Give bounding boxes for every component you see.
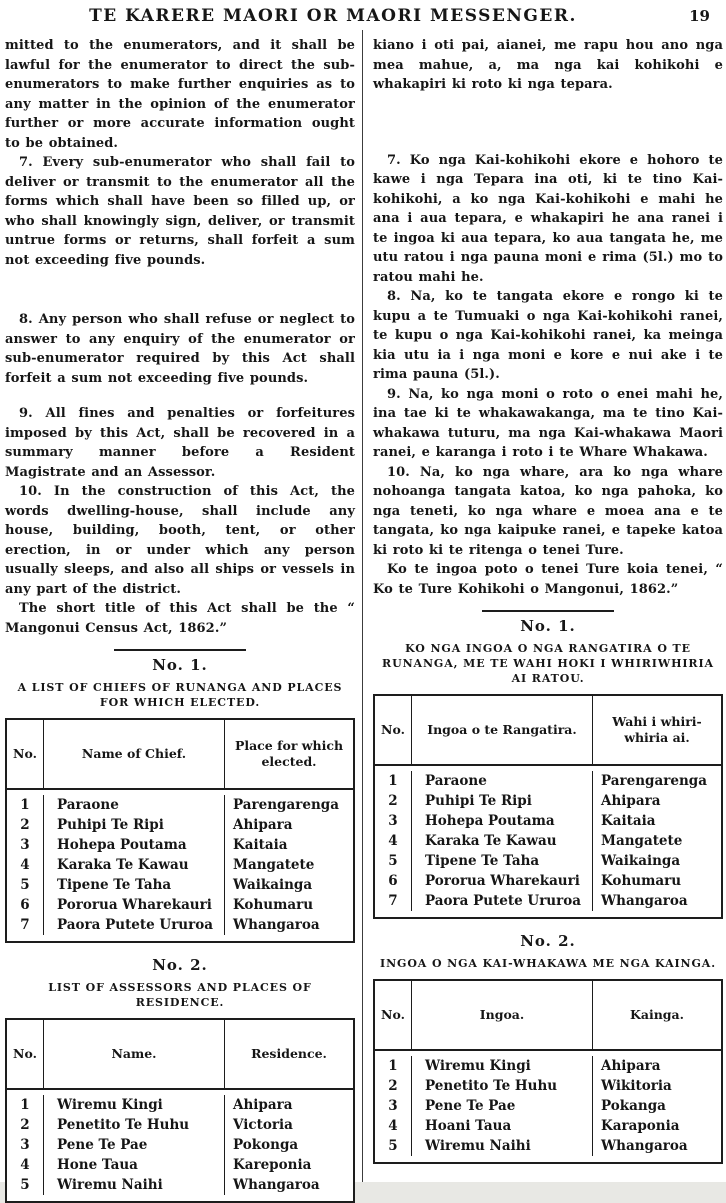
row-kainga: Ahipara [601,1058,661,1074]
row-kainga: Karaponia [601,1118,680,1134]
table-row [7,1155,353,1175]
table-row [7,915,353,935]
row-name: Paora Putete Ururoa [412,891,593,911]
row-number: 6 [375,871,412,891]
row-number: 7 [7,915,44,935]
row-number: 4 [7,855,44,875]
row-place: Whangaroa [233,917,320,933]
table-row [375,771,721,791]
assessors-table-caption: LIST OF ASSESSORS AND PLACES OF RESIDENCE. [48,981,312,1009]
rangatira-table [373,694,723,919]
header-no: No. [7,1020,44,1088]
table-row [375,1096,721,1116]
paragraph-short-title: The short title of this Act shall be the “ Mangonui Census Act, 1862.” [5,601,355,636]
table-row [7,875,353,895]
row-place: Ahipara [601,793,661,809]
table-row [7,1115,353,1135]
table-row [7,1175,353,1195]
table-body [375,1051,721,1162]
table-header-row [375,696,721,766]
row-number: 6 [7,895,44,915]
row-number: 1 [375,1056,412,1076]
row-name: Wiremu Naihi [412,1136,593,1156]
row-name: Penetito Te Huhu [412,1076,593,1096]
row-residence: Ahipara [233,1097,293,1113]
maori-column [373,36,723,1164]
table-header-row [375,981,721,1051]
table-row [7,1135,353,1155]
paragraph-clause-9: 9. Na, ko nga moni o roto o enei mahi he, ina tae ki te whakawakanga, ma te tino Kai-whakawa tuturu, ma nga Kai-whakawa Maori ranei, e karanga i roto i te Whare Whakawa. [373,386,723,460]
row-place: Parengarenga [601,773,707,789]
row-name: Paraone [412,771,593,791]
table-row [375,1076,721,1096]
table-row [7,855,353,875]
row-name: Puhipi Te Ripi [44,815,225,835]
row-number: 2 [375,791,412,811]
paragraph-clause-8: 8. Any person who shall refuse or neglect to answer to any enquiry of the enumerator or sub-enumerator required by this Act shall forfeit a sum not exceeding five pounds. [5,312,355,386]
section-number-heading: No. 1. [152,656,208,674]
table-row [375,791,721,811]
row-place: Whangaroa [601,893,688,909]
paragraph-short-title: Ko te ingoa poto o tenei Ture koia tenei, “ Ko te Ture Kohikohi o Mangonui, 1862.” [373,562,723,597]
section-separator-rule [114,649,246,651]
row-place: Waikainga [233,877,313,893]
row-place: Ahipara [233,817,293,833]
row-name: Tipene Te Taha [412,851,593,871]
row-place: Waikainga [601,853,681,869]
row-number: 3 [7,1135,44,1155]
page-number: 19 [689,7,710,25]
table-body [7,790,353,941]
row-name: Paraone [44,795,225,815]
row-residence: Whangaroa [233,1177,320,1193]
section-number-heading: No. 2. [520,932,576,950]
header-place: Place for which elected. [234,738,344,769]
row-number: 2 [7,1115,44,1135]
row-place: Mangatete [601,833,683,849]
row-kainga: Pokanga [601,1098,666,1114]
row-number: 1 [7,795,44,815]
table-row [375,1116,721,1136]
kaiwhakawa-table [373,979,723,1164]
kaiwhakawa-table-caption: INGOA O NGA KAI-WHAKAWA ME NGA KAINGA. [380,957,716,970]
newspaper-title: TE KARERE MAORI OR MAORI MESSENGER. [89,6,577,26]
paragraph-continuation: mitted to the enumerators, and it shall be lawful for the enumerator to direct the sub-enumerators to make further enquiries as to any matter in the opinion of the enumerator further or more accurate information ought to be obtained. [5,38,355,151]
row-name: Hohepa Poutama [44,835,225,855]
paragraph-clause-7: 7. Ko nga Kai-kohikohi ekore e hohoro te kawe i nga Tepara ina oti, ki te tino Kai-kohikohi, a ko nga Kai-kohikohi e mahi he ana i aua tepara, e whakapiri he ana ranei i te ingoa ki aua tepara, ko aua tangata he, me utu ratou i nga pauna moni e rima (5l.) mo to ratou mahi he. [373,152,723,285]
row-name: Penetito Te Huhu [44,1115,225,1135]
row-name: Karaka Te Kawau [412,831,593,851]
table-row [375,871,721,891]
row-place: Kohumaru [233,897,314,913]
row-number: 5 [7,875,44,895]
header-name: Name. [44,1020,225,1088]
row-place: Parengarenga [233,797,339,813]
paragraph-clause-8: 8. Na, ko te tangata ekore e rongo ki te kupu a te Tumuaki o nga Kai-kohikohi ranei, te kupu o nga Kai-kohikohi ranei, ka meinga kia utu ia i nga moni e kore e nui ake i te rima pauna (5l.). [373,289,723,382]
row-number: 2 [7,815,44,835]
section-number-heading: No. 2. [152,956,208,974]
table-row [375,831,721,851]
row-name: Wiremu Kingi [412,1056,593,1076]
row-number: 3 [375,1096,412,1116]
row-number: 5 [375,1136,412,1156]
table-header-row [7,1020,353,1090]
paragraph-clause-9: 9. All fines and penalties or forfeitures imposed by this Act, shall be recovered in a summary manner before a Resident Magistrate and an Assessor. [5,406,355,480]
row-name: Puhipi Te Ripi [412,791,593,811]
row-number: 4 [7,1155,44,1175]
row-number: 2 [375,1076,412,1096]
table-row [7,835,353,855]
row-name: Wiremu Naihi [44,1175,225,1195]
row-name: Hoani Taua [412,1116,593,1136]
table-row [375,811,721,831]
header-no: No. [375,696,412,764]
row-kainga: Whangaroa [601,1138,688,1154]
row-number: 5 [375,851,412,871]
table-row [375,891,721,911]
table-row [7,795,353,815]
english-column [5,36,355,1203]
header-name: Name of Chief. [44,720,225,788]
row-number: 3 [375,811,412,831]
table-body [375,766,721,917]
section-number-heading: No. 1. [520,617,576,635]
row-kainga: Wikitoria [601,1078,672,1094]
table-row [375,1136,721,1156]
row-name: Pororua Wharekauri [44,895,225,915]
table-row [7,1095,353,1115]
assessors-table [5,1018,355,1203]
header-kainga: Kainga. [630,1007,684,1022]
row-number: 1 [375,771,412,791]
table-row [7,815,353,835]
row-name: Paora Putete Ururoa [44,915,225,935]
row-name: Wiremu Kingi [44,1095,225,1115]
chiefs-table-caption: A LIST OF CHIEFS OF RUNANGA AND PLACES FOR WHICH ELECTED. [17,681,343,709]
row-place: Mangatete [233,857,315,873]
header-wahi: Wahi i whiri-whiria ai. [612,714,702,745]
header-no: No. [7,720,44,788]
paragraph-continuation: kiano i oti pai, aianei, me rapu hou ano nga mea mahue, a, ma nga kai kohikohi e whakapiri ki roto ki nga tepara. [373,38,723,92]
row-number: 4 [375,1116,412,1136]
header-ingoa: Ingoa o te Rangatira. [412,696,593,764]
paragraph-clause-10: 10. Na, ko nga whare, ara ko nga whare nohoanga tangata katoa, ko nga pahoka, ko nga teneti, ko nga whare e moea ana e te tangata, ko nga kaipuke ranei, e tapeke katoa ki roto ki te ritenga o tenei Ture. [373,464,723,558]
row-name: Hone Taua [44,1155,225,1175]
rangatira-table-caption: KO NGA INGOA O NGA RANGATIRA O TE RUNANGA, ME TE WAHI HOKI I WHIRIWHIRIA AI RATOU. [382,642,714,685]
row-name: Pororua Wharekauri [412,871,593,891]
header-ingoa: Ingoa. [412,981,593,1049]
row-number: 3 [7,835,44,855]
row-name: Karaka Te Kawau [44,855,225,875]
row-name: Pene Te Pae [44,1135,225,1155]
row-residence: Victoria [233,1117,293,1133]
header-residence: Residence. [251,1046,327,1061]
row-number: 4 [375,831,412,851]
table-body [7,1090,353,1201]
table-header-row [7,720,353,790]
paragraph-clause-10: 10. In the construction of this Act, the words dwelling-house, shall include any house, building, booth, tent, or other erection, in or under which any person usually sleeps, and also all ships or vessels in any part of the district. [5,484,355,597]
column-divider-rule [362,30,363,1182]
header-no: No. [375,981,412,1049]
paragraph-clause-7: 7. Every sub-enumerator who shall fail to deliver or transmit to the enumerator all the forms which shall have been so filled up, or who shall knowingly sign, deliver, or transmit untrue forms or returns, shall forfeit a sum not exceeding five pounds. [5,155,355,268]
row-number: 7 [375,891,412,911]
chiefs-table [5,718,355,943]
row-name: Tipene Te Taha [44,875,225,895]
row-name: Hohepa Poutama [412,811,593,831]
row-residence: Kareponia [233,1157,312,1173]
masthead [0,6,726,32]
table-row [7,895,353,915]
row-name: Pene Te Pae [412,1096,593,1116]
table-row [375,851,721,871]
row-place: Kaitaia [601,813,656,829]
row-place: Kaitaia [233,837,288,853]
row-place: Kohumaru [601,873,682,889]
row-number: 1 [7,1095,44,1115]
section-separator-rule [482,610,614,612]
table-row [375,1056,721,1076]
row-number: 5 [7,1175,44,1195]
row-residence: Pokonga [233,1137,299,1153]
